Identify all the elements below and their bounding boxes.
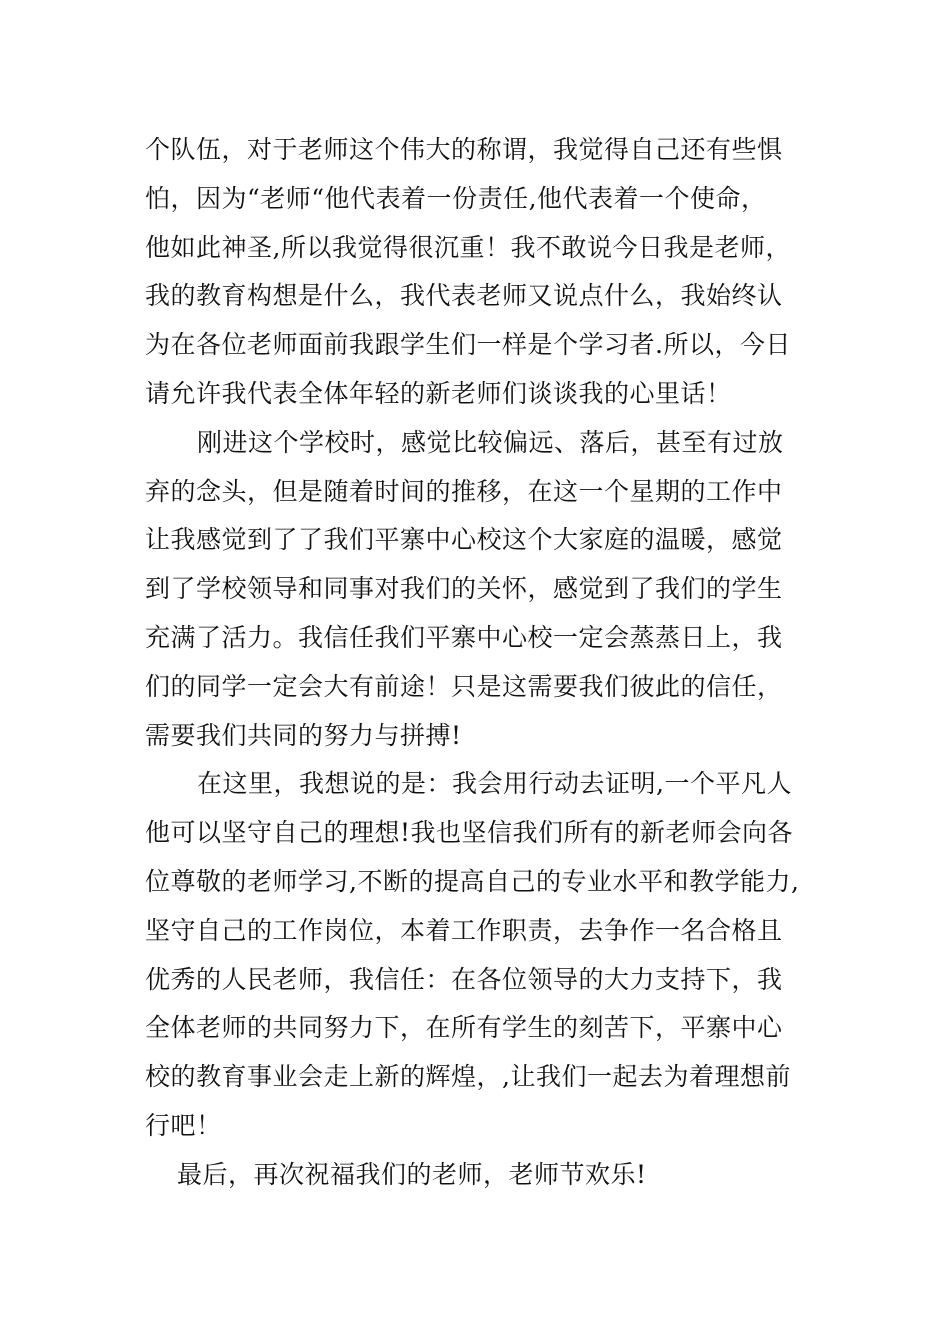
text-line: 需要我们共同的努力与拼搏! — [145, 720, 462, 750]
text-line: 怕，因为“老师“他代表着一份责任,他代表着一个使命， — [145, 183, 767, 213]
text-line: 充满了活力。我信任我们平寨中心校一定会蒸蒸日上，我 — [145, 622, 783, 652]
text-line: 他如此神圣,所以我觉得很沉重！我不敢说今日我是老师， — [145, 232, 791, 262]
text-line: 位尊敬的老师学习,不断的提高自己的专业水平和教学能力, — [145, 866, 800, 896]
text-line: 为在各位老师面前我跟学生们一样是个学习者.所以，今日 — [145, 330, 791, 360]
text-line: 刚进这个学校时，感觉比较偏远、落后，甚至有过放 — [197, 427, 784, 457]
text-line: 在这里，我想说的是：我会用行动去证明,一个平凡人 — [197, 769, 792, 799]
text-line: 他可以坚守自己的理想!我也坚信我们所有的新老师会向各 — [145, 818, 794, 848]
text-line: 们的同学一定会大有前途！只是这需要我们彼此的信任， — [145, 671, 783, 701]
text-line: 坚守自己的工作岗位，本着工作职责，去争作一名合格且 — [145, 915, 783, 945]
text-line: 请允许我代表全体年轻的新老师们谈谈我的心里话！ — [145, 378, 732, 408]
text-line: 个队伍，对于老师这个伟大的称谓，我觉得自己还有些惧 — [145, 135, 783, 164]
text-line: 弃的念头，但是随着时间的推移，在这一个星期的工作中 — [145, 476, 783, 506]
text-line: 行吧！ — [145, 1110, 222, 1140]
text-line: 校的教育事业会走上新的辉煌，,让我们一起去为着理想前 — [145, 1062, 791, 1092]
text-line: 优秀的人民老师，我信任：在各位领导的大力支持下，我 — [145, 964, 783, 994]
text-line: 到了学校领导和同事对我们的关怀，感觉到了我们的学生 — [145, 574, 783, 604]
text-line: 全体老师的共同努力下，在所有学生的刻苦下，平寨中心 — [145, 1013, 783, 1043]
text-line: 最后，再次祝福我们的老师，老师节欢乐! — [177, 1159, 647, 1189]
text-line: 我的教育构想是什么，我代表老师又说点什么，我始终认 — [145, 281, 783, 311]
document-body — [145, 126, 825, 1200]
text-line: 让我感觉到了了我们平寨中心校这个大家庭的温暖，感觉 — [145, 525, 783, 555]
